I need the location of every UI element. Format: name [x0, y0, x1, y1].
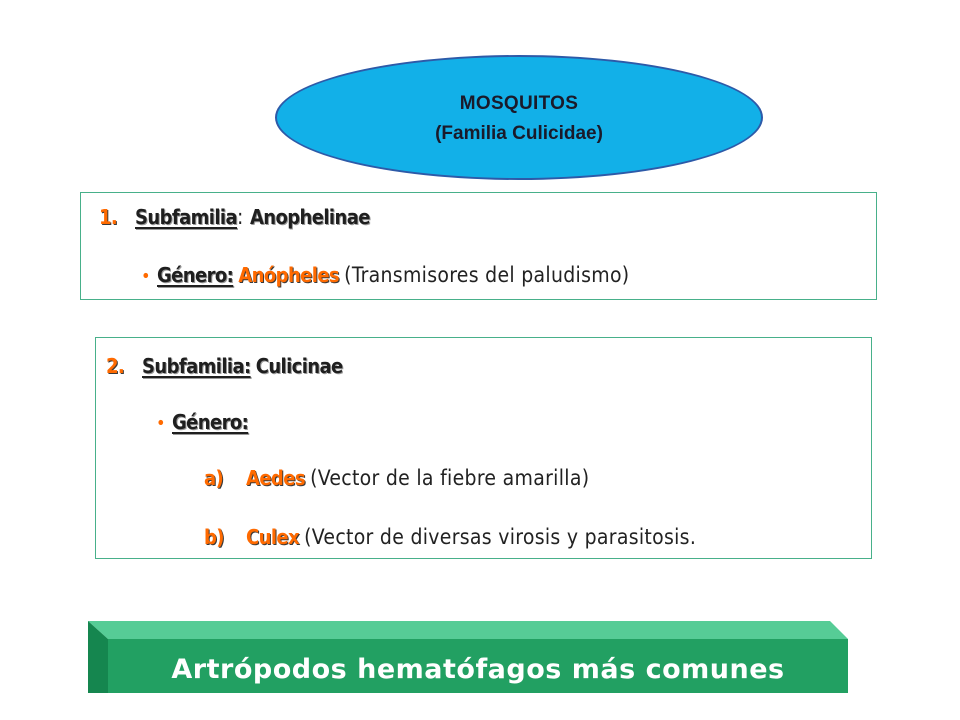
- culicinae-genus-label: Género:: [172, 410, 249, 434]
- anophelinae-subfamily-line: [99, 205, 370, 229]
- bullet-icon: •: [156, 413, 165, 434]
- culicinae-genus-line: [156, 410, 248, 434]
- culicinae-subfamily-line: [106, 354, 343, 378]
- species-letter: b): [204, 525, 224, 549]
- anophelinae-number: 1.: [99, 205, 118, 229]
- culicinae-subfamily-name: Culicinae: [255, 354, 343, 378]
- title-ellipse: [275, 55, 763, 180]
- anophelinae-genus-label: Género:: [157, 263, 234, 287]
- anophelinae-separator: :: [237, 205, 250, 229]
- species-item: [204, 525, 696, 549]
- anophelinae-genus-name: Anópheles: [238, 263, 340, 287]
- anophelinae-subfamily-name: Anophelinae: [249, 205, 370, 229]
- anophelinae-box: [80, 192, 877, 300]
- species-note: (Vector de diversas virosis y parasitosis.: [304, 525, 697, 549]
- species-letter: a): [204, 466, 224, 490]
- culicinae-number: 2.: [106, 354, 125, 378]
- culicinae-subfamily-label: Subfamilia:: [142, 354, 251, 378]
- anophelinae-subfamily-label: Subfamilia: [135, 205, 237, 229]
- summary-banner: [88, 621, 848, 693]
- species-note: (Vector de la fiebre amarilla): [310, 466, 590, 490]
- anophelinae-genus-note: (Transmisores del paludismo): [344, 263, 630, 287]
- banner-text: Artrópodos hematófagos más comunes: [171, 653, 785, 685]
- title-main: MOSQUITOS: [459, 93, 579, 115]
- culicinae-box: [95, 337, 872, 559]
- species-name: Culex: [246, 525, 299, 549]
- anophelinae-genus-line: [141, 263, 629, 287]
- species-item: [204, 466, 589, 490]
- title-subtitle: (Familia Culicidae): [435, 122, 603, 144]
- species-name: Aedes: [246, 466, 305, 490]
- bullet-icon: •: [141, 266, 150, 287]
